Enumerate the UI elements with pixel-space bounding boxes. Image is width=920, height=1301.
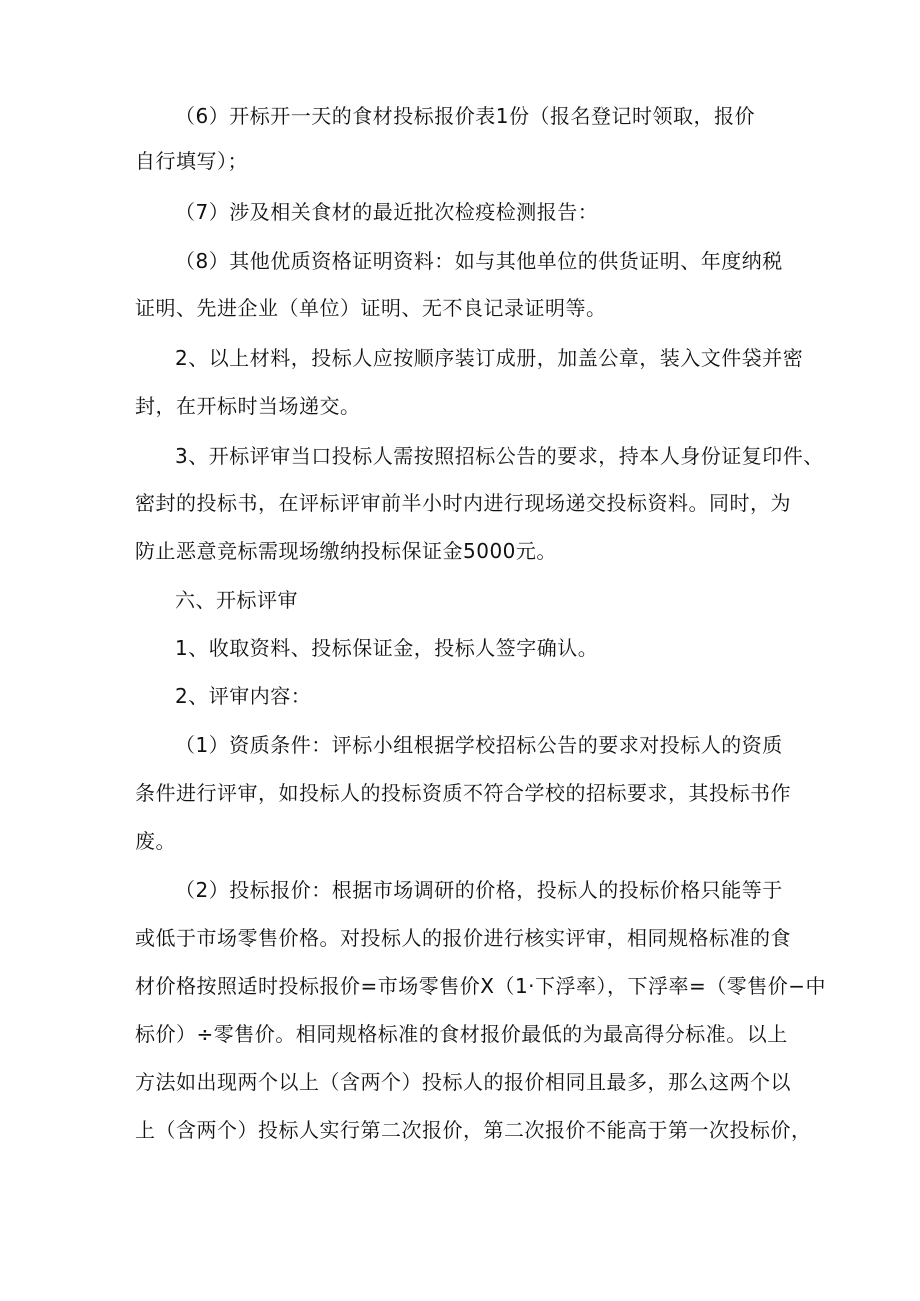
para-3-line-3: 防止恶意竞标需现场缴纳投标保证金5000元。 bbox=[135, 539, 557, 563]
para-2-line-2: 封，在开标时当场递交。 bbox=[135, 394, 361, 418]
criteria-1-line-2: 条件进行评审，如投标人的投标资质不符合学校的招标要求，其投标书作 bbox=[135, 781, 791, 805]
item-6-line-2: 自行填写）； bbox=[135, 149, 248, 173]
step-2-line: 2、评审内容： bbox=[175, 684, 312, 708]
step-1-line: 1、收取资料、投标保证金，投标人签字确认。 bbox=[175, 636, 599, 660]
criteria-1-line-1: （1）资质条件：评标小组根据学校招标公告的要求对投标人的资质 bbox=[175, 733, 783, 757]
section-6-heading: 六、开标评审 bbox=[175, 588, 298, 612]
item-8-line-1: （8）其他优质资格证明资料：如与其他单位的供货证明、年度纳税 bbox=[175, 249, 783, 273]
criteria-2-line-6: 上（含两个）投标人实行第二次报价，第二次报价不能高于第一次投标价， bbox=[135, 1118, 812, 1142]
item-6-line-1: （6）开标开一天的食材投标报价表1份（报名登记时领取，报价 bbox=[175, 104, 755, 128]
criteria-2-line-3: 材价格按照适时投标报价=市场零售价X（1·下浮率），下浮率=（零售价−中 bbox=[135, 974, 827, 998]
para-3-line-1: 3、开标评审当口投标人需按照招标公告的要求，持本人身份证复印件、 bbox=[175, 444, 824, 468]
item-7-line: （7）涉及相关食材的最近批次检疫检测报告： bbox=[175, 200, 599, 224]
criteria-2-line-2: 或低于市场零售价格。对投标人的报价进行核实评审，相同规格标准的食 bbox=[135, 926, 791, 950]
para-2-line-1: 2、以上材料，投标人应按顺序装订成册，加盖公章，装入文件袋并密 bbox=[175, 346, 804, 370]
criteria-2-line-4: 标价）÷零售价。相同规格标准的食材报价最低的为最高得分标准。以上 bbox=[135, 1022, 788, 1046]
item-8-line-2: 证明、先进企业（单位）证明、无不良记录证明等。 bbox=[135, 296, 607, 320]
criteria-1-line-3: 废。 bbox=[135, 829, 176, 853]
para-3-line-2: 密封的投标书，在评标评审前半小时内进行现场递交投标资料。同时，为 bbox=[135, 491, 791, 515]
criteria-2-line-1: （2）投标报价：根据市场调研的价格，投标人的投标价格只能等于 bbox=[175, 878, 783, 902]
criteria-2-line-5: 方法如出现两个以上（含两个）投标人的报价相同且最多，那么这两个以 bbox=[135, 1070, 791, 1094]
